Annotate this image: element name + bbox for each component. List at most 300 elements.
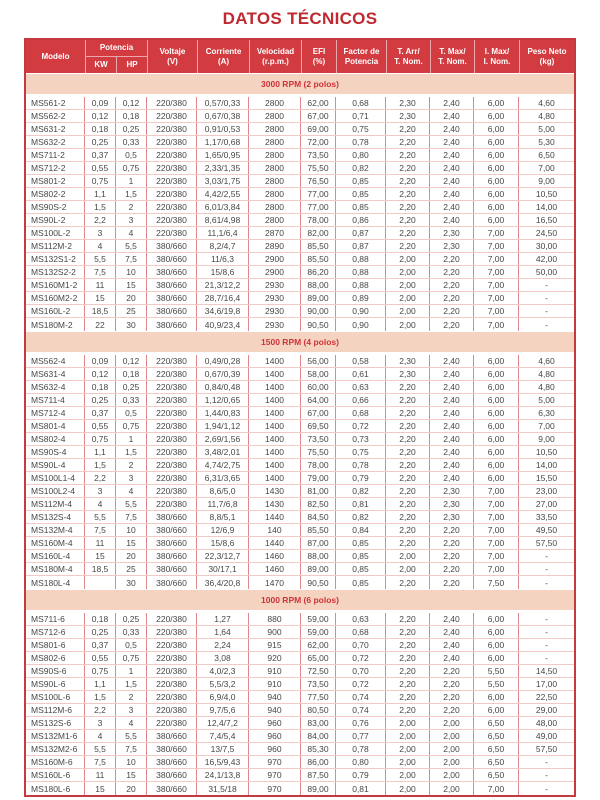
table-row (26, 175, 574, 188)
cell-corriente: 4,74/2,75 (197, 459, 249, 471)
cell-i-max: 6,00 (474, 214, 519, 226)
cell-modelo: MS801-4 (26, 420, 85, 432)
cell-i-max: 6,00 (474, 704, 519, 716)
table-row (26, 253, 574, 266)
table-row (26, 756, 574, 769)
cell-kw: 3 (85, 485, 116, 497)
cell-t-arr: 2,20 (386, 381, 430, 393)
cell-kw: 7,5 (85, 756, 116, 768)
cell-peso-neto: 6,50 (538, 150, 555, 160)
cell-factor-potencia: 0,77 (336, 730, 386, 742)
cell-kw: 0,25 (85, 626, 116, 638)
cell-i-max: 6,00 (474, 97, 519, 109)
table-row (26, 678, 574, 691)
table-row (26, 292, 574, 305)
cell-voltaje: 380/660 (147, 550, 197, 562)
cell-efi: 88,00 (301, 279, 336, 291)
cell-kw: 11 (85, 769, 116, 781)
cell-voltaje: 380/660 (147, 756, 197, 768)
section-band: 3000 RPM (2 polos) (26, 74, 574, 94)
cell-t-max: 2,20 (430, 524, 474, 536)
cell-modelo: MS132M2-6 (26, 743, 85, 755)
table-row (26, 201, 574, 214)
cell-hp: 5,5 (116, 498, 147, 510)
cell-peso-neto: 30,00 (535, 241, 558, 251)
cell-hp: 0,25 (116, 123, 147, 135)
cell-i-max: 6,00 (474, 626, 519, 638)
cell-efi: 85,50 (301, 240, 336, 252)
table-row (26, 511, 574, 524)
cell-voltaje: 220/380 (147, 459, 197, 471)
cell-t-max: 2,20 (430, 292, 474, 304)
cell-t-max: 2,20 (430, 266, 474, 278)
cell-corriente: 1,17/0,68 (197, 136, 249, 148)
cell-voltaje: 220/380 (147, 407, 197, 419)
cell-efi: 76,50 (301, 175, 336, 187)
cell-peso-neto: 14,50 (535, 666, 558, 676)
cell-hp: 3 (116, 704, 147, 716)
cell-peso-neto: 5,00 (538, 124, 555, 134)
table-row (26, 743, 574, 756)
cell-peso-neto: 23,00 (535, 486, 558, 496)
cell-modelo: MS180L-6 (26, 782, 85, 795)
cell-factor-potencia: 0,86 (336, 214, 386, 226)
cell-efi: 56,00 (301, 355, 336, 367)
cell-hp: 7,5 (116, 511, 147, 523)
header-line: T. Max/ (439, 46, 466, 56)
cell-modelo: MS802-2 (26, 188, 85, 200)
cell-corriente: 16,5/9,43 (197, 756, 249, 768)
cell-velocidad: 1400 (249, 446, 301, 458)
cell-t-arr: 2,20 (386, 678, 430, 690)
cell-hp: 10 (116, 756, 147, 768)
cell-kw: 5,5 (85, 253, 116, 265)
cell-efi: 81,00 (301, 485, 336, 497)
cell-i-max: 7,50 (474, 576, 519, 589)
cell-kw: 15 (85, 292, 116, 304)
cell-factor-potencia: 0,68 (336, 626, 386, 638)
cell-t-max: 2,00 (430, 730, 474, 742)
cell-t-arr: 2,00 (386, 318, 430, 331)
cell-i-max: 7,00 (474, 537, 519, 549)
cell-factor-potencia: 0,90 (336, 305, 386, 317)
cell-i-max: 6,00 (474, 407, 519, 419)
cell-corriente: 6,9/4,0 (197, 691, 249, 703)
cell-hp: 0,12 (116, 355, 147, 367)
cell-voltaje: 220/380 (147, 123, 197, 135)
cell-kw: 0,55 (85, 162, 116, 174)
cell-corriente: 1,64 (197, 626, 249, 638)
cell-voltaje: 220/380 (147, 227, 197, 239)
cell-t-arr: 2,20 (386, 175, 430, 187)
cell-corriente: 8,6/5,0 (197, 485, 249, 497)
cell-i-max: 6,50 (474, 730, 519, 742)
cell-modelo: MS90L-4 (26, 459, 85, 471)
cell-modelo: MS632-2 (26, 136, 85, 148)
cell-voltaje: 380/660 (147, 318, 197, 331)
cell-voltaje: 220/380 (147, 394, 197, 406)
cell-t-max: 2,20 (430, 253, 474, 265)
section-band: 1000 RPM (6 polos) (26, 590, 574, 610)
cell-voltaje: 380/660 (147, 769, 197, 781)
cell-voltaje: 220/380 (147, 433, 197, 445)
cell-t-max: 2,20 (430, 279, 474, 291)
cell-t-max: 2,40 (430, 613, 474, 625)
cell-peso-neto: 49,50 (535, 525, 558, 535)
cell-t-max: 2,30 (430, 485, 474, 497)
cell-kw: 0,18 (85, 123, 116, 135)
table-row (26, 639, 574, 652)
cell-factor-potencia: 0,85 (336, 188, 386, 200)
cell-modelo: MS132S1-2 (26, 253, 85, 265)
cell-voltaje: 380/660 (147, 266, 197, 278)
cell-velocidad: 140 (249, 524, 301, 536)
cell-factor-potencia: 0,82 (336, 162, 386, 174)
cell-t-arr: 2,20 (386, 626, 430, 638)
cell-kw: 0,37 (85, 639, 116, 651)
cell-peso-neto: 4,80 (538, 111, 555, 121)
cell-velocidad: 940 (249, 704, 301, 716)
cell-hp: 0,5 (116, 407, 147, 419)
cell-modelo: MS132S2-2 (26, 266, 85, 278)
cell-factor-potencia: 0,85 (336, 537, 386, 549)
cell-kw: 0,09 (85, 97, 116, 109)
header-line: (V) (167, 56, 178, 66)
cell-hp: 0,5 (116, 149, 147, 161)
cell-t-max: 2,20 (430, 537, 474, 549)
cell-corriente: 1,27 (197, 613, 249, 625)
column-header-efi (301, 40, 336, 73)
cell-efi: 78,00 (301, 459, 336, 471)
cell-corriente: 22,3/12,7 (197, 550, 249, 562)
header-line: (%) (312, 56, 326, 66)
cell-factor-potencia: 0,78 (336, 459, 386, 471)
cell-efi: 90,50 (301, 576, 336, 589)
table-row (26, 110, 574, 123)
header-line: (A) (217, 56, 230, 66)
cell-t-max: 2,40 (430, 201, 474, 213)
header-line: Potencia (344, 56, 379, 66)
cell-kw: 5,5 (85, 511, 116, 523)
cell-t-arr: 2,30 (386, 368, 430, 380)
cell-t-arr: 2,20 (386, 613, 430, 625)
cell-hp: 0,18 (116, 110, 147, 122)
cell-peso-neto: 7,00 (538, 421, 555, 431)
cell-t-arr: 2,20 (386, 394, 430, 406)
cell-voltaje: 220/380 (147, 214, 197, 226)
cell-hp: 7,5 (116, 253, 147, 265)
cell-i-max: 7,00 (474, 498, 519, 510)
cell-velocidad: 1400 (249, 381, 301, 393)
table-body (26, 74, 574, 795)
cell-i-max: 7,00 (474, 305, 519, 317)
cell-kw: 0,12 (85, 110, 116, 122)
cell-t-arr: 2,30 (386, 110, 430, 122)
cell-modelo: MS160M2-2 (26, 292, 85, 304)
cell-factor-potencia: 0,85 (336, 576, 386, 589)
cell-hp: 20 (116, 782, 147, 795)
column-header-corriente (197, 40, 249, 73)
cell-t-max: 2,40 (430, 97, 474, 109)
cell-t-max: 2,40 (430, 652, 474, 664)
cell-velocidad: 1430 (249, 485, 301, 497)
cell-efi: 87,00 (301, 537, 336, 549)
cell-t-arr: 2,30 (386, 355, 430, 367)
cell-modelo: MS90S-4 (26, 446, 85, 458)
cell-corriente: 31,5/18 (197, 782, 249, 795)
cell-modelo: MS631-2 (26, 123, 85, 135)
cell-voltaje: 380/660 (147, 743, 197, 755)
cell-corriente: 11,1/6,4 (197, 227, 249, 239)
cell-i-max: 6,00 (474, 355, 519, 367)
cell-kw: 2,2 (85, 472, 116, 484)
cell-kw: 0,25 (85, 136, 116, 148)
cell-hp: 1,5 (116, 446, 147, 458)
cell-kw: 1,5 (85, 201, 116, 213)
cell-factor-potencia: 0,58 (336, 355, 386, 367)
header-line: Velocidad (256, 46, 295, 56)
cell-voltaje: 380/660 (147, 782, 197, 795)
cell-voltaje: 220/380 (147, 613, 197, 625)
cell-efi: 73,50 (301, 433, 336, 445)
cell-peso-neto: 15,50 (535, 473, 558, 483)
cell-corriente: 12/6,9 (197, 524, 249, 536)
cell-velocidad: 1400 (249, 407, 301, 419)
cell-i-max: 6,00 (474, 472, 519, 484)
cell-t-max: 2,40 (430, 175, 474, 187)
cell-hp: 0,12 (116, 97, 147, 109)
cell-voltaje: 380/660 (147, 730, 197, 742)
cell-kw: 7,5 (85, 524, 116, 536)
cell-factor-potencia: 0,79 (336, 769, 386, 781)
cell-velocidad: 2800 (249, 201, 301, 213)
cell-corriente: 5,5/3,2 (197, 678, 249, 690)
cell-factor-potencia: 0,80 (336, 149, 386, 161)
cell-t-max: 2,40 (430, 472, 474, 484)
cell-efi: 86,00 (301, 756, 336, 768)
cell-peso-neto: 17,00 (535, 679, 558, 689)
cell-i-max: 6,00 (474, 162, 519, 174)
cell-kw: 2,2 (85, 214, 116, 226)
cell-modelo: MS712-2 (26, 162, 85, 174)
table-row (26, 498, 574, 511)
cell-t-max: 2,20 (430, 678, 474, 690)
cell-modelo: MS90L-6 (26, 678, 85, 690)
cell-peso-neto: - (545, 551, 548, 561)
cell-i-max: 5,50 (474, 678, 519, 690)
cell-t-max: 2,40 (430, 433, 474, 445)
cell-t-max: 2,20 (430, 704, 474, 716)
cell-t-arr: 2,20 (386, 704, 430, 716)
cell-factor-potencia: 0,85 (336, 550, 386, 562)
cell-t-max: 2,00 (430, 743, 474, 755)
cell-i-max: 7,00 (474, 524, 519, 536)
cell-corriente: 30/17,1 (197, 563, 249, 575)
cell-t-max: 2,40 (430, 162, 474, 174)
cell-corriente: 11,7/6,8 (197, 498, 249, 510)
cell-velocidad: 2930 (249, 318, 301, 331)
cell-hp: 20 (116, 292, 147, 304)
cell-efi: 78,00 (301, 214, 336, 226)
cell-t-arr: 2,00 (386, 730, 430, 742)
cell-velocidad: 1460 (249, 563, 301, 575)
cell-peso-neto: 14,00 (535, 202, 558, 212)
cell-voltaje: 220/380 (147, 97, 197, 109)
cell-efi: 83,00 (301, 717, 336, 729)
cell-velocidad: 1430 (249, 498, 301, 510)
cell-voltaje: 220/380 (147, 704, 197, 716)
cell-i-max: 7,00 (474, 292, 519, 304)
cell-t-arr: 2,20 (386, 665, 430, 677)
table-row (26, 524, 574, 537)
cell-t-arr: 2,20 (386, 149, 430, 161)
cell-kw: 7,5 (85, 266, 116, 278)
cell-kw: 18,5 (85, 305, 116, 317)
cell-factor-potencia: 0,81 (336, 498, 386, 510)
cell-hp: 15 (116, 279, 147, 291)
cell-corriente: 0,84/0,48 (197, 381, 249, 393)
cell-hp: 0,25 (116, 613, 147, 625)
cell-kw: 5,5 (85, 743, 116, 755)
cell-factor-potencia: 0,71 (336, 110, 386, 122)
cell-hp: 0,5 (116, 639, 147, 651)
cell-t-arr: 2,00 (386, 550, 430, 562)
cell-t-arr: 2,20 (386, 433, 430, 445)
header-line: (kg) (539, 56, 555, 66)
header-line: I. Nom. (483, 56, 511, 66)
cell-efi: 77,00 (301, 188, 336, 200)
cell-peso-neto: 50,00 (535, 267, 558, 277)
page-title: DATOS TÉCNICOS (222, 9, 378, 28)
cell-modelo: MS801-2 (26, 175, 85, 187)
column-header-kw: KW (85, 56, 116, 73)
cell-i-max: 7,00 (474, 550, 519, 562)
cell-factor-potencia: 0,61 (336, 368, 386, 380)
cell-peso-neto: 4,60 (538, 356, 555, 366)
cell-t-arr: 2,00 (386, 292, 430, 304)
cell-hp: 10 (116, 266, 147, 278)
cell-modelo: MS632-4 (26, 381, 85, 393)
cell-kw (85, 576, 116, 589)
cell-t-max: 2,40 (430, 136, 474, 148)
cell-voltaje: 220/380 (147, 717, 197, 729)
cell-efi: 80,50 (301, 704, 336, 716)
cell-modelo: MS160L-6 (26, 769, 85, 781)
cell-modelo: MS160L-2 (26, 305, 85, 317)
cell-velocidad: 2870 (249, 227, 301, 239)
cell-hp: 4 (116, 227, 147, 239)
cell-corriente: 28,7/16,4 (197, 292, 249, 304)
cell-hp: 5,5 (116, 730, 147, 742)
cell-factor-potencia: 0,70 (336, 639, 386, 651)
cell-t-max: 2,20 (430, 318, 474, 331)
cell-modelo: MS160M1-2 (26, 279, 85, 291)
cell-modelo: MS562-2 (26, 110, 85, 122)
cell-peso-neto: 9,00 (538, 434, 555, 444)
cell-peso-neto: 57,50 (535, 538, 558, 548)
cell-factor-potencia: 0,82 (336, 485, 386, 497)
header-line: T. Arr/ (397, 46, 420, 56)
table-row (26, 162, 574, 175)
cell-corriente: 24,1/13,8 (197, 769, 249, 781)
cell-efi: 86,20 (301, 266, 336, 278)
header-line: I. Max/ (484, 46, 510, 56)
cell-voltaje: 220/380 (147, 420, 197, 432)
cell-modelo: MS561-2 (26, 97, 85, 109)
cell-factor-potencia: 0,72 (336, 678, 386, 690)
cell-kw: 0,55 (85, 652, 116, 664)
cell-modelo: MS160M-4 (26, 537, 85, 549)
cell-factor-potencia: 0,72 (336, 420, 386, 432)
cell-velocidad: 1400 (249, 355, 301, 367)
cell-t-arr: 2,30 (386, 97, 430, 109)
cell-corriente: 15/8,6 (197, 537, 249, 549)
cell-modelo: MS112M-4 (26, 498, 85, 510)
cell-factor-potencia: 0,78 (336, 743, 386, 755)
cell-peso-neto: 4,80 (538, 369, 555, 379)
cell-kw: 1,1 (85, 188, 116, 200)
cell-i-max: 6,00 (474, 136, 519, 148)
cell-peso-neto: - (545, 319, 548, 330)
cell-corriente: 8,2/4,7 (197, 240, 249, 252)
cell-i-max: 6,00 (474, 381, 519, 393)
cell-t-arr: 2,00 (386, 769, 430, 781)
cell-i-max: 6,00 (474, 123, 519, 135)
cell-t-arr: 2,00 (386, 782, 430, 795)
cell-velocidad: 2800 (249, 188, 301, 200)
cell-voltaje: 220/380 (147, 498, 197, 510)
cell-velocidad: 940 (249, 691, 301, 703)
cell-i-max: 6,00 (474, 175, 519, 187)
cell-peso-neto: 42,00 (535, 254, 558, 264)
cell-efi: 79,00 (301, 472, 336, 484)
cell-t-max: 2,20 (430, 305, 474, 317)
cell-corriente: 1,94/1,12 (197, 420, 249, 432)
cell-hp: 30 (116, 318, 147, 331)
table-row (26, 214, 574, 227)
cell-efi: 85,50 (301, 253, 336, 265)
cell-peso-neto: - (545, 757, 548, 767)
cell-voltaje: 380/660 (147, 563, 197, 575)
cell-t-max: 2,00 (430, 717, 474, 729)
cell-velocidad: 1440 (249, 511, 301, 523)
cell-velocidad: 1460 (249, 550, 301, 562)
cell-voltaje: 220/380 (147, 136, 197, 148)
cell-factor-potencia: 0,68 (336, 97, 386, 109)
cell-t-arr: 2,20 (386, 240, 430, 252)
cell-hp: 1 (116, 175, 147, 187)
cell-t-max: 2,30 (430, 240, 474, 252)
cell-voltaje: 220/380 (147, 381, 197, 393)
cell-kw: 1,5 (85, 459, 116, 471)
cell-hp: 1 (116, 665, 147, 677)
cell-voltaje: 380/660 (147, 253, 197, 265)
cell-modelo: MS90S-2 (26, 201, 85, 213)
cell-efi: 84,50 (301, 511, 336, 523)
cell-voltaje: 380/660 (147, 537, 197, 549)
cell-corriente: 8,61/4,98 (197, 214, 249, 226)
cell-peso-neto: 6,30 (538, 408, 555, 418)
table-row (26, 149, 574, 162)
cell-corriente: 0,67/0,39 (197, 368, 249, 380)
cell-velocidad: 1400 (249, 459, 301, 471)
cell-peso-neto: 14,00 (535, 460, 558, 470)
cell-kw: 2,2 (85, 704, 116, 716)
cell-modelo: MS631-4 (26, 368, 85, 380)
cell-voltaje: 220/380 (147, 175, 197, 187)
cell-efi: 73,50 (301, 678, 336, 690)
cell-i-max: 7,00 (474, 240, 519, 252)
